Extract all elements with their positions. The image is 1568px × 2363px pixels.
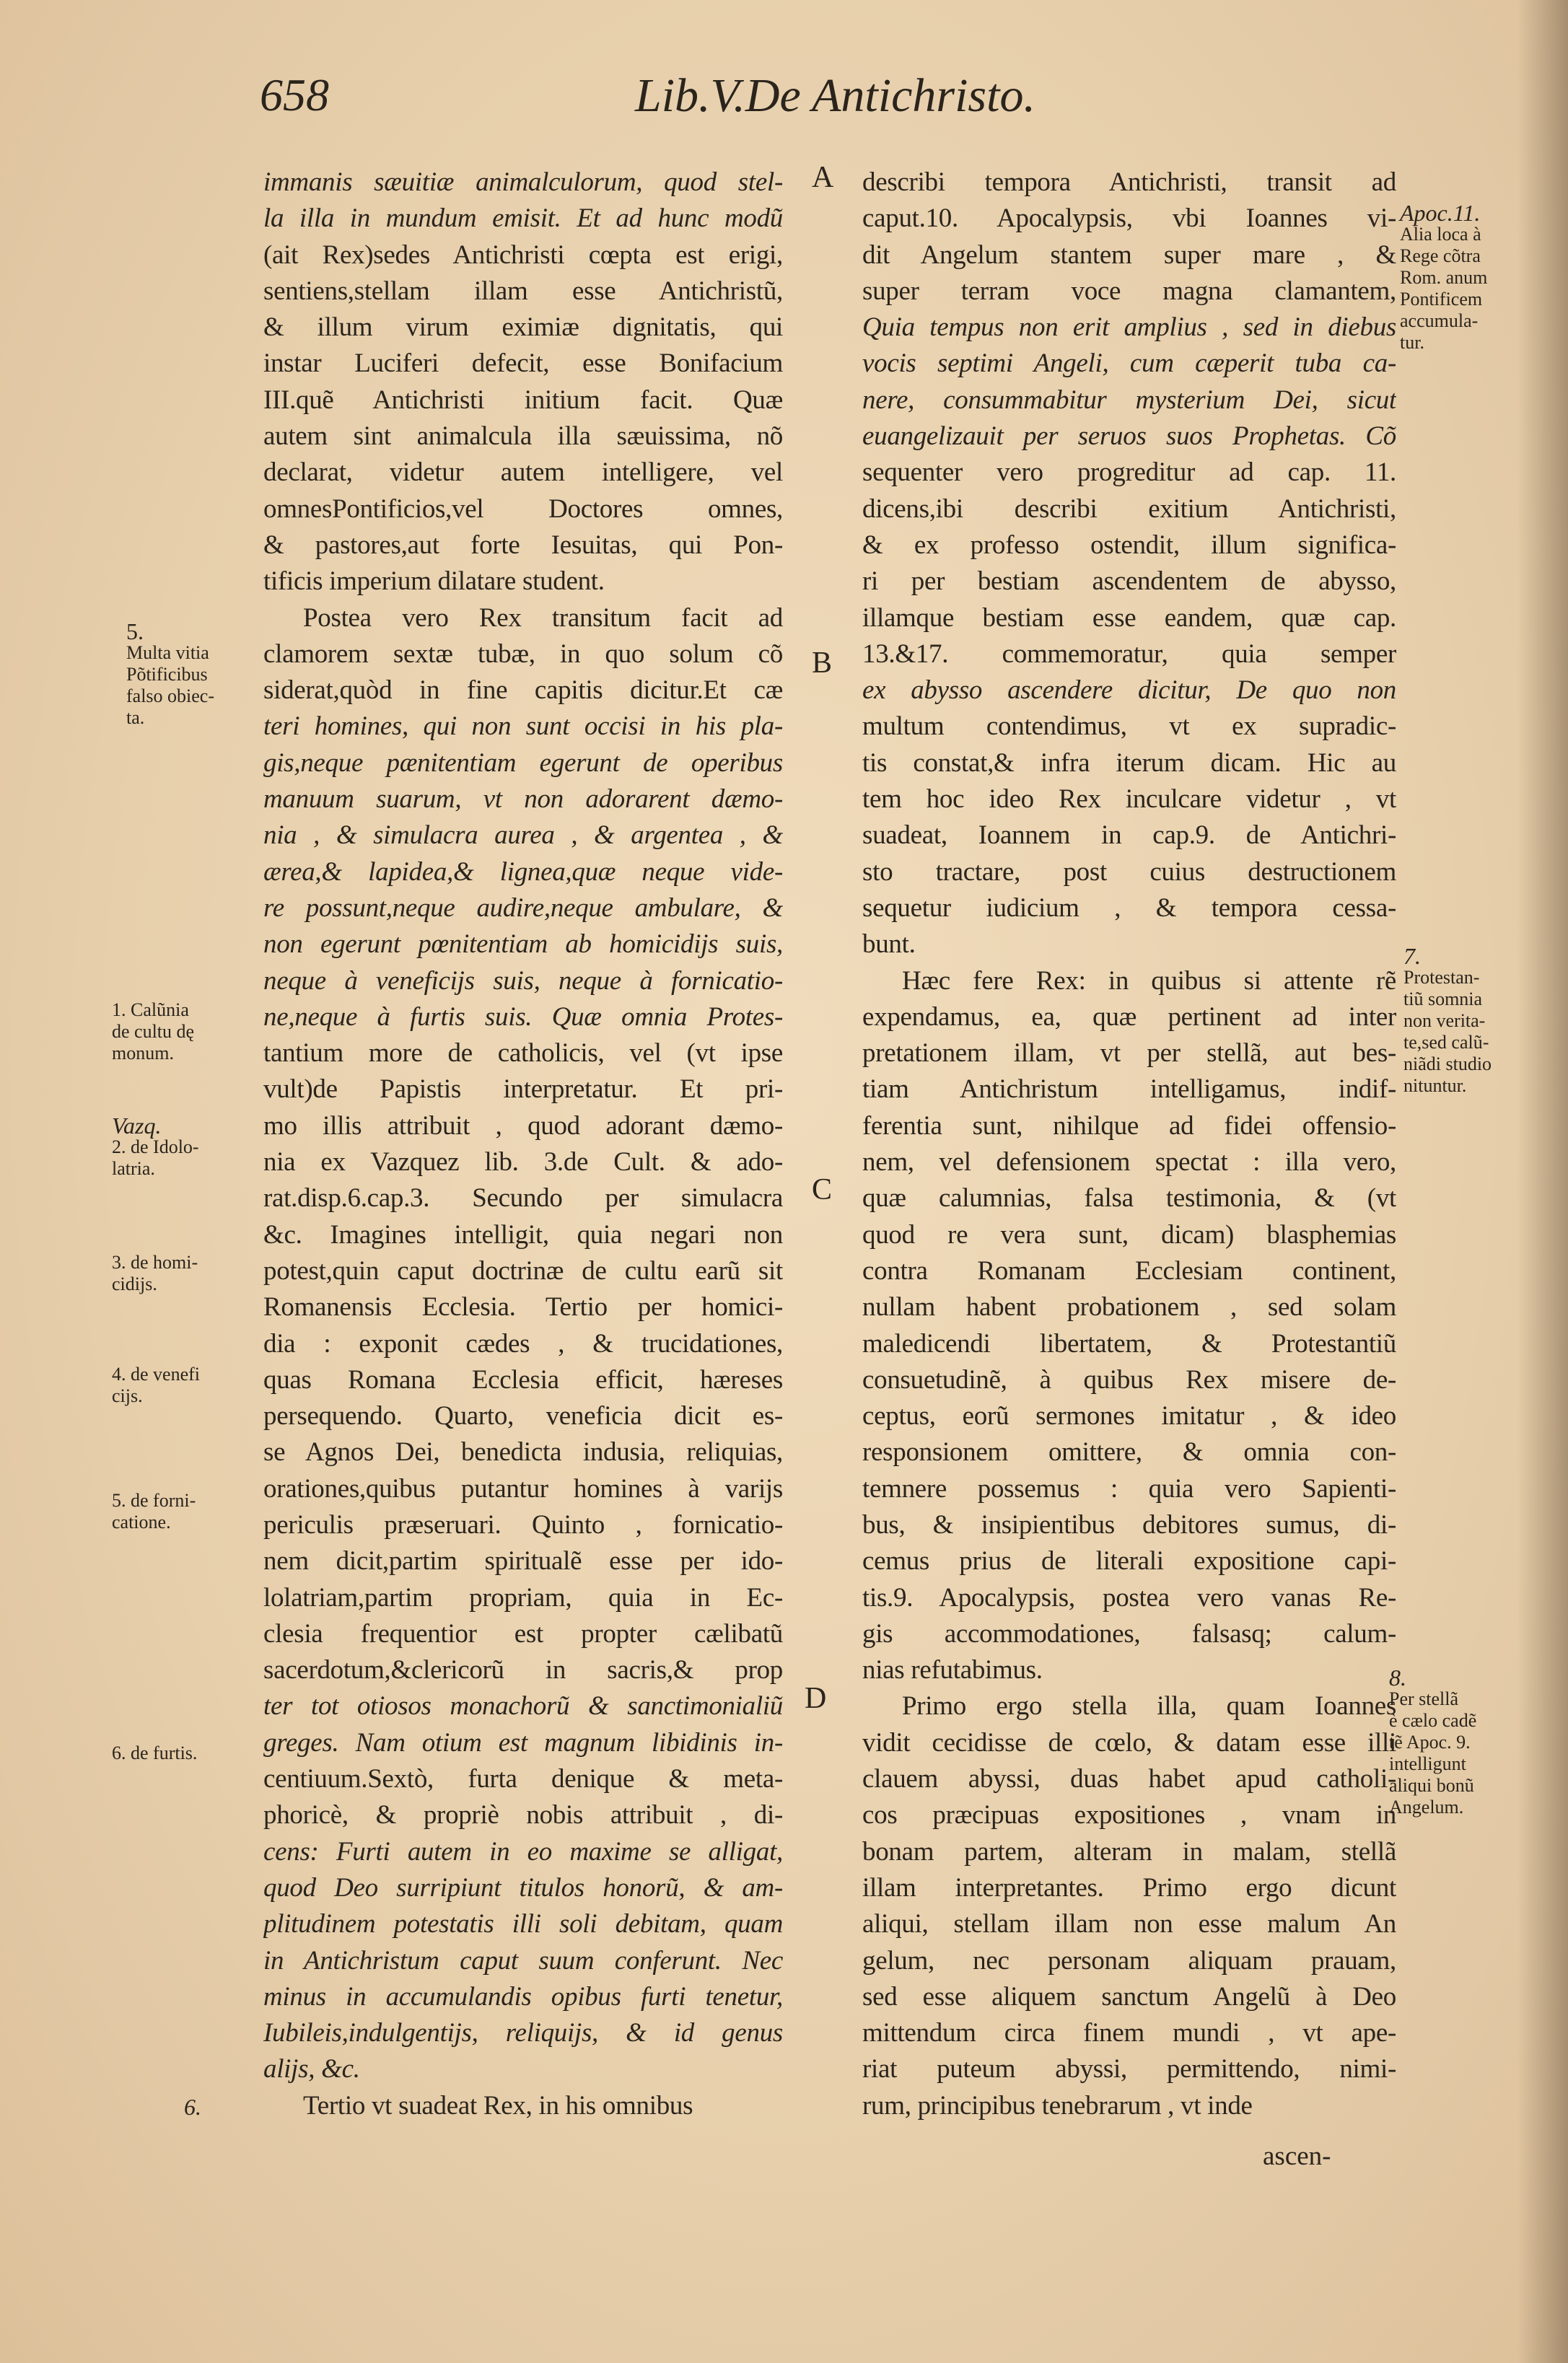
margin-note-line: niãdi studio (1403, 1053, 1492, 1074)
margin-note-line: ta. (126, 707, 145, 728)
margin-note-line: 6. de furtis. (112, 1742, 198, 1763)
margin-note-line: tẽ Apoc. 9. (1389, 1732, 1471, 1753)
text-line: re possunt,neque audire,neque ambulare, & (263, 893, 783, 923)
margin-note-number: 8. (1389, 1665, 1406, 1691)
margin-note-line: latria. (112, 1158, 155, 1179)
margin-note-line: nituntur. (1403, 1075, 1467, 1096)
margin-note-line: Rege cõtra (1400, 245, 1481, 266)
margin-note-line: Põtificibus (126, 664, 208, 685)
text-line: cos præcipuas expositiones , vnam in (862, 1800, 1396, 1831)
text-line: clauem abyssi, duas habet apud catholi- (862, 1764, 1396, 1794)
text-line: tificis imperium dilatare student. (263, 566, 605, 597)
margin-note-number: Apoc.11. (1400, 200, 1481, 226)
text-line: ceptus, eorũ sermones imitatur , & ideo (862, 1401, 1396, 1432)
text-line: cemus prius de literali expositione capi- (862, 1546, 1396, 1577)
text-line: plitudinem potestatis illi soli debitam, quam (263, 1909, 783, 1939)
margin-note-line: 5. de forni- (112, 1490, 196, 1511)
text-line: suadeat, Ioannem in cap.9. de Antichri- (862, 820, 1396, 851)
text-line: sequenter vero progreditur ad cap. 11. (862, 457, 1396, 488)
margin-note-line: 2. de Idolo- (112, 1136, 199, 1157)
text-line: se Agnos Dei, benedicta indusia, reliquias, (263, 1437, 783, 1468)
left-margin-note (112, 1490, 196, 1533)
text-line: periculis præseruari. Quinto , fornicatio- (263, 1509, 783, 1540)
text-line: super terram voce magna clamantem, (862, 276, 1396, 306)
text-line: illam interpretantes. Primo ergo dicunt (862, 1872, 1396, 1903)
text-line: Tertio vt suadeat Rex, in his omnibus (303, 2090, 693, 2121)
margin-note-line: Protestan- (1403, 967, 1480, 988)
text-line: mittendum circa finem mundi , vt ape- (862, 2018, 1396, 2048)
left-margin-note (126, 618, 215, 729)
text-line: persequendo. Quarto, veneficia dicit es- (263, 1401, 783, 1432)
margin-note-line: Alia loca à (1400, 224, 1481, 245)
text-line: pretationem illam, vt per stellã, aut bes- (862, 1038, 1396, 1069)
margin-note-line: Rom. anum (1400, 267, 1488, 288)
text-line: ærea,& lapidea,& lignea,quæ neque vide- (263, 856, 783, 887)
text-line: 13.&17. commemoratur, quia semper (862, 639, 1396, 669)
margin-note-line: 1. Calũnia (112, 999, 189, 1020)
text-line: ne,neque à furtis suis. Quæ omnia Protes- (263, 1001, 783, 1032)
page-number: 658 (260, 69, 329, 120)
margin-note-line: aliqui bonũ (1389, 1775, 1474, 1796)
text-line: bonam partem, alteram in malam, stellã (862, 1836, 1396, 1867)
text-line: clesia frequentior est propter cælibatũ (263, 1618, 783, 1649)
text-line: Postea vero Rex transitum facit ad (303, 602, 783, 633)
text-line: quod Deo surripiunt titulos honorũ, & am- (263, 1872, 783, 1903)
text-line: immanis sæuitiæ animalculorum, quod stel- (263, 167, 783, 197)
text-line: sed esse aliquem sanctum Angelũ à Deo (862, 1981, 1396, 2012)
text-line: ter tot otiosos monachorũ & sanctimonialiũ (263, 1691, 783, 1722)
right-text-column (862, 165, 1396, 2124)
text-line: tiam Antichristum intelligamus, indif- (862, 1074, 1396, 1105)
section-letter-c: C (812, 1173, 833, 1206)
margin-note-line: te,sed calũ- (1403, 1032, 1489, 1053)
text-line: caput.10. Apocalypsis, vbi Ioannes vi- (862, 203, 1396, 234)
text-line: nia ex Vazquez lib. 3.de Cult. & ado- (263, 1147, 783, 1178)
text-line: gis,neque pænitentiam egerunt de operibus (263, 748, 783, 778)
text-line: teri homines, qui non sunt occisi in his pla- (263, 711, 783, 742)
left-margin-note (112, 999, 194, 1064)
text-line: dicens,ibi describi exitium Antichristi, (862, 494, 1396, 524)
text-line: sacerdotum,&clericorũ in sacris,& prop (263, 1655, 783, 1685)
text-line: sentiens,stellam illam esse Antichristũ, (263, 276, 783, 306)
text-line: sequetur iudicium , & tempora cessa- (862, 893, 1396, 923)
text-line: nullam habent probationem , sed solam (862, 1292, 1396, 1323)
text-line: consuetudinẽ, à quibus Rex misere de- (862, 1364, 1396, 1395)
text-line: contra Romanam Ecclesiam continent, (862, 1255, 1396, 1286)
text-line: clamorem sextæ tubæ, in quo solum cõ (263, 639, 783, 669)
margin-note-line: de cultu dę (112, 1021, 195, 1042)
text-line: declarat, videtur autem intelligere, vel (263, 457, 783, 488)
section-letter-d: D (805, 1682, 827, 1715)
margin-note-line: intelligunt (1389, 1753, 1466, 1774)
left-margin-note (112, 1115, 199, 1180)
text-line: alijs, &c. (263, 2054, 360, 2084)
text-line: potest,quin caput doctrinæ de cultu earũ sit (263, 1255, 783, 1286)
text-line: rum, principibus tenebrarum , vt inde (862, 2090, 1253, 2121)
margin-note-number: Vazq. (112, 1113, 162, 1139)
catchword: ascen- (1263, 2141, 1331, 2171)
text-line: minus in accumulandis opibus furti tenetur, (263, 1981, 783, 2012)
text-line: tem hoc ideo Rex inculcare videtur , vt (862, 784, 1396, 815)
margin-note-line: cijs. (112, 1385, 143, 1406)
text-line: bunt. (862, 929, 916, 960)
text-line: Quia tempus non erit amplius , sed in diebus (862, 312, 1396, 343)
text-line: vidit cecidisse de cœlo, & datam esse illi (862, 1727, 1396, 1758)
text-line: la illa in mundum emisit. Et ad hunc modũ (263, 203, 783, 234)
right-margin-note (1389, 1667, 1476, 1818)
text-line: manuum suarum, vt non adorarent dæmo- (263, 784, 783, 815)
margin-note-line: Angelum. (1389, 1797, 1464, 1818)
text-line: gelum, nec personam aliquam prauam, (862, 1945, 1396, 1976)
margin-note-line: tur. (1400, 332, 1424, 353)
margin-note-line: Per stellã (1389, 1688, 1459, 1709)
text-line: euangelizauit per seruos suos Prophetas. Cõ (862, 421, 1396, 452)
margin-note-line: 3. de homi- (112, 1252, 198, 1273)
text-line: non egerunt pœnitentiam ab homicidijs suis, (263, 929, 783, 960)
text-line: lolatriam,partim propriam, quia in Ec- (263, 1582, 783, 1613)
right-margin-note (1403, 945, 1492, 1097)
text-line: centiuum.Sextò, furta denique & meta- (263, 1764, 783, 1794)
text-line: in Antichristum caput suum conferunt. Nec (263, 1945, 783, 1976)
left-margin-note (112, 1742, 197, 1764)
text-line: mo illis attribuit , quod adorant dæmo- (263, 1110, 783, 1141)
text-line: neque à veneficijs suis, neque à fornicatio- (263, 965, 783, 996)
text-line: temnere possemus : quia vero Sapienti- (862, 1473, 1396, 1504)
text-line: aliqui, stellam illam non esse malum An (862, 1909, 1396, 1939)
margin-note-line: Multa vitia (126, 642, 209, 663)
section-letter-a: A (812, 161, 834, 194)
text-line: illamque bestiam esse eandem, quæ cap. (862, 602, 1396, 633)
text-line: Romanensis Ecclesia. Tertio per homici- (263, 1292, 783, 1323)
text-line: expendamus, ea, quæ pertinent ad inter (862, 1001, 1396, 1032)
text-line: dit Angelum stantem super mare , & (862, 240, 1396, 270)
text-line: quas Romana Ecclesia efficit, hæreses (263, 1364, 783, 1395)
margin-note-line: 4. de venefi (112, 1364, 201, 1385)
margin-note-number: 7. (1403, 943, 1421, 969)
text-line: gis accommodationes, falsasq; calum- (862, 1618, 1396, 1649)
text-line: nem, vel defensionem spectat : illa vero, (862, 1147, 1396, 1178)
text-line: (ait Rex)sedes Antichristi cœpta est erigi, (263, 240, 783, 270)
margin-note-line: non verita- (1403, 1010, 1486, 1031)
left-text-column (263, 165, 783, 2124)
text-line: tis constat,& infra iterum dicam. Hic au (862, 748, 1396, 778)
margin-note-line: monum. (112, 1043, 174, 1064)
text-line: greges. Nam otium est magnum libidinis in- (263, 1727, 783, 1758)
text-line: & illum virum eximiæ dignitatis, qui (263, 312, 783, 343)
text-line: Primo ergo stella illa, quam Ioannes (902, 1691, 1396, 1722)
margin-note-number: 5. (126, 618, 144, 644)
margin-note-line: falso obiec- (126, 685, 215, 706)
text-line: multum contendimus, vt ex supradic- (862, 711, 1396, 742)
text-line: sto tractare, post cuius destructionem (862, 856, 1396, 887)
left-margin-note (184, 2096, 201, 2118)
text-line: nem dicit,partim spiritualẽ esse per ido- (263, 1546, 783, 1577)
text-line: nia , & simulacra aurea , & argentea , & (263, 820, 783, 851)
text-line: quod re vera sunt, dicam) blasphemias (862, 1219, 1396, 1250)
text-line: ferentia sunt, nihilque ad fidei offensio- (862, 1110, 1396, 1141)
text-line: & pastores,aut forte Iesuitas, qui Pon- (263, 530, 783, 560)
margin-note-line: tiũ somnia (1403, 988, 1483, 1009)
text-line: quæ calumnias, falsa testimonia, & (vt (862, 1183, 1396, 1214)
text-line: vult)de Papistis interpretatur. Et pri- (263, 1074, 783, 1105)
text-line: orationes,quibus putantur homines à varijs (263, 1473, 783, 1504)
text-line: phoricè, & propriè nobis attribuit , di- (263, 1800, 783, 1831)
margin-note-line: è cælo cadẽ (1389, 1710, 1477, 1731)
margin-note-line: catione. (112, 1512, 171, 1533)
text-line: describi tempora Antichristi, transit ad (862, 167, 1396, 197)
text-line: riat puteum abyssi, permittendo, nimi- (862, 2054, 1396, 2084)
text-line: instar Luciferi defecit, esse Bonifacium (263, 348, 783, 379)
left-margin-note (112, 1252, 198, 1295)
text-line: tis.9. Apocalypsis, postea vero vanas Re- (862, 1582, 1396, 1613)
page-edge-shadow (1517, 0, 1568, 2363)
text-line: bus, & insipientibus debitores sumus, di- (862, 1509, 1396, 1540)
text-line: Iubileis,indulgentijs, reliquijs, & id genus (263, 2018, 783, 2048)
text-line: ex abysso ascendere dicitur, De quo non (862, 675, 1396, 706)
text-line: responsionem omittere, & omnia con- (862, 1437, 1396, 1468)
margin-note-line: accumula- (1400, 310, 1479, 331)
text-line: rat.disp.6.cap.3. Secundo per simulacra (263, 1183, 783, 1214)
text-line: cens: Furti autem in eo maxime se alligat, (263, 1836, 783, 1867)
margin-note-number: 6. (184, 2094, 201, 2120)
text-line: omnesPontificios,vel Doctores omnes, (263, 494, 783, 524)
text-line: tantium more de catholicis, vel (vt ipse (263, 1038, 783, 1069)
text-line: &c. Imagines intelligit, quia negari non (263, 1219, 783, 1250)
margin-note-line: cidijs. (112, 1273, 157, 1294)
text-line: nias refutabimus. (862, 1655, 1043, 1685)
margin-note-line: Pontificem (1400, 289, 1483, 310)
text-line: Hæc fere Rex: in quibus si attente rẽ (902, 965, 1396, 996)
text-line: nere, consummabitur mysterium Dei, sicut (862, 385, 1396, 415)
page-header (260, 69, 1111, 126)
right-margin-note (1400, 202, 1487, 354)
text-line: ri per bestiam ascendentem de abysso, (862, 566, 1396, 597)
text-line: autem sint animalcula illa sæuissima, nõ (263, 421, 783, 452)
section-letter-b: B (812, 646, 833, 680)
text-line: & ex professo ostendit, illum significa- (862, 530, 1396, 560)
left-margin-note (112, 1364, 200, 1407)
running-title: Lib.V.De Antichristo. (635, 69, 1035, 122)
text-line: maledicendi libertatem, & Protestantiũ (862, 1328, 1396, 1359)
text-line: dia : exponit cædes , & trucidationes, (263, 1328, 783, 1359)
text-line: III.quẽ Antichristi initium facit. Quæ (263, 385, 783, 415)
text-line: vocis septimi Angeli, cum cæperit tuba ca- (862, 348, 1396, 379)
text-line: siderat,quòd in fine capitis dicitur.Et cæ (263, 675, 783, 706)
